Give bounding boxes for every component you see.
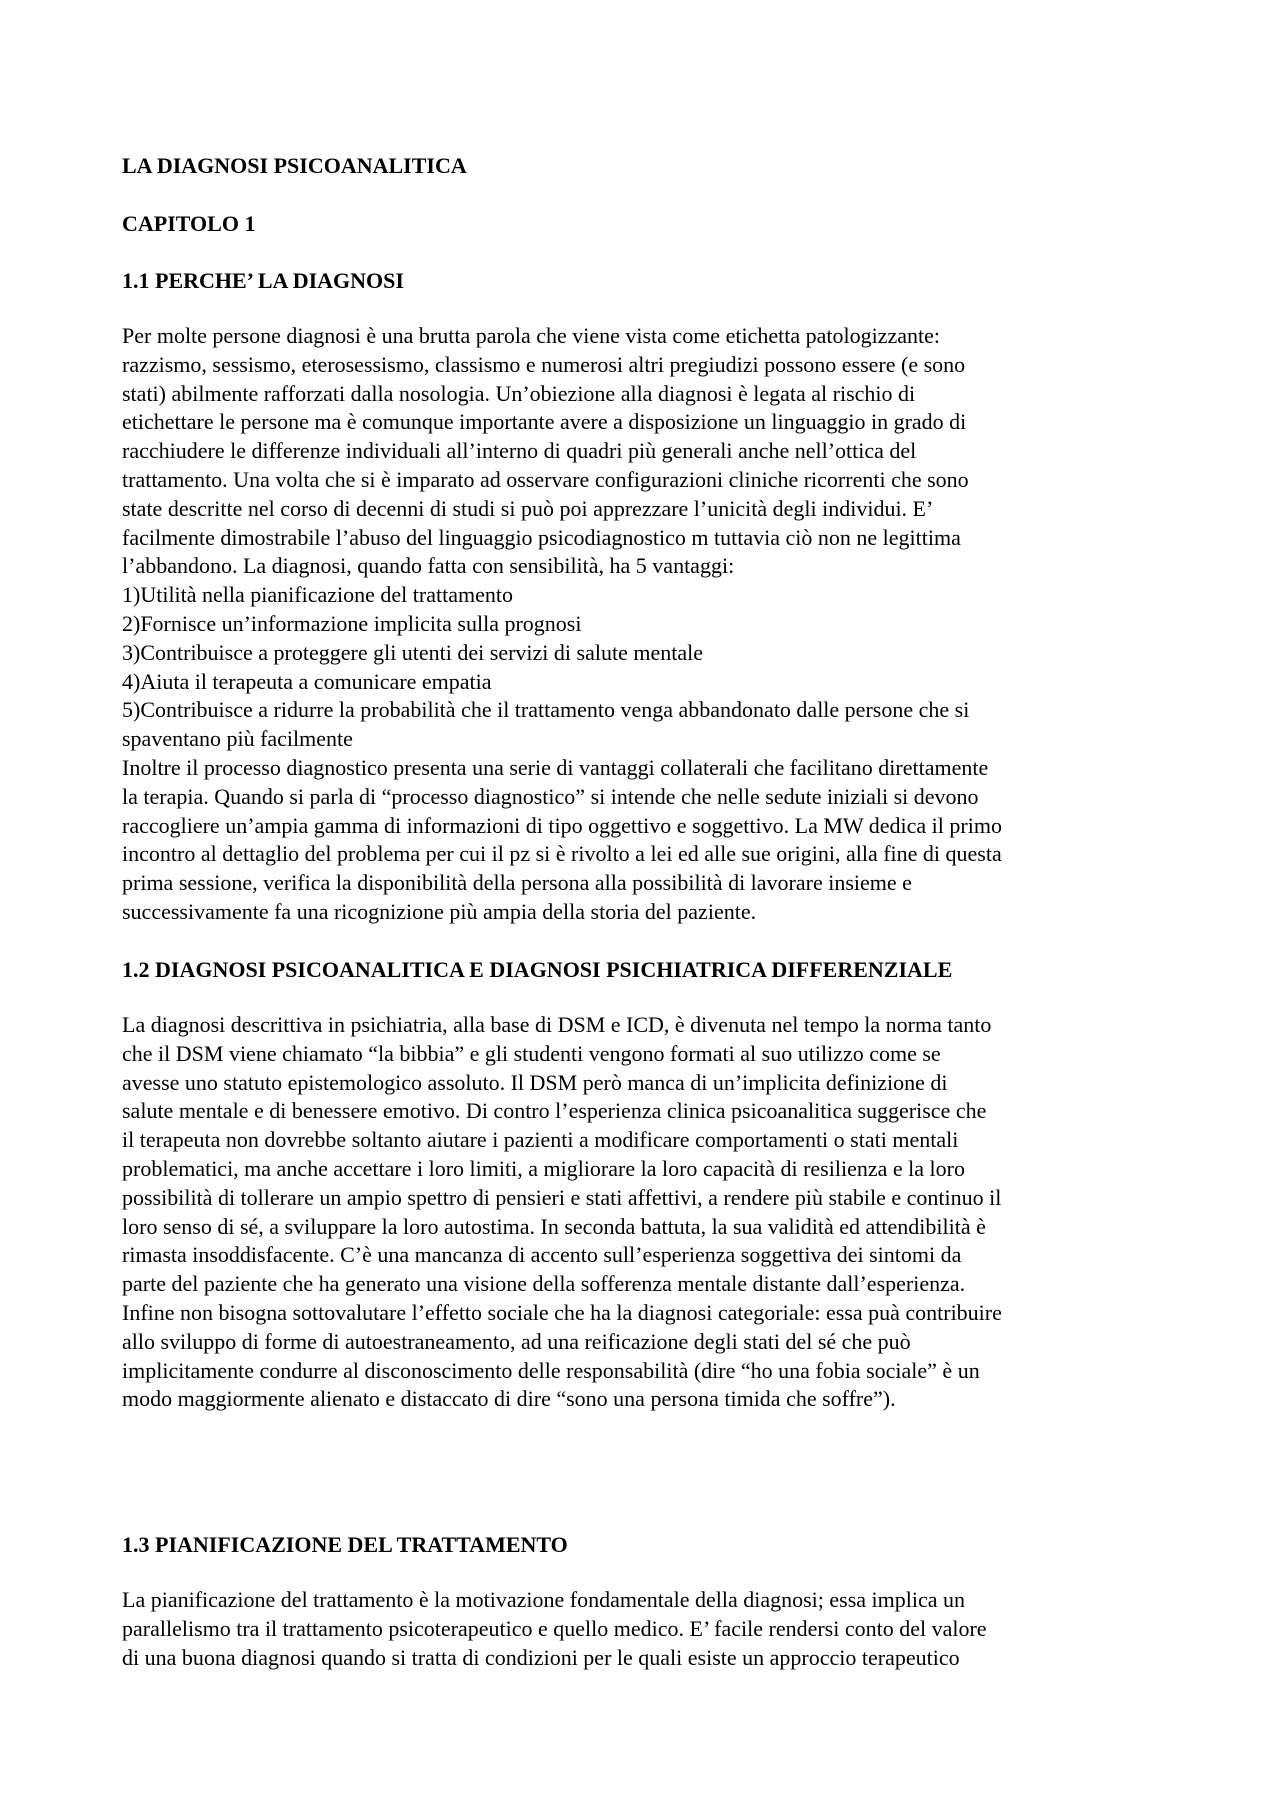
text-line: razzismo, sessismo, eterosessismo, classismo e numerosi altri pregiudizi possono essere (e sono xyxy=(122,351,966,377)
text-line: raccogliere un’ampia gamma di informazioni di tipo oggettivo e soggettivo. La MW dedica il primo xyxy=(122,812,1002,838)
section-heading: 1.3 PIANIFICAZIONE DEL TRATTAMENTO xyxy=(122,1532,568,1557)
text-line: parallelismo tra il trattamento psicoterapeutico e quello medico. E’ facile rendersi conto del valore xyxy=(122,1615,987,1641)
section-heading: 1.2 DIAGNOSI PSICOANALITICA E DIAGNOSI PSICHIATRICA DIFFERENZIALE xyxy=(122,957,953,982)
text-line: la terapia. Quando si parla di “processo diagnostico” si intende che nelle sedute iniziali si devono xyxy=(122,783,979,809)
text-line: 5)Contribuisce a ridurre la probabilità che il trattamento venga abbandonato dalle persone che si xyxy=(122,697,970,723)
text-line: Infine non bisogna sottovalutare l’effetto sociale che ha la diagnosi categoriale: essa puà contribuire xyxy=(122,1299,1002,1325)
text-line: incontro al dettaglio del problema per cui il pz si è rivolto a lei ed alle sue origini, alla fine di questa xyxy=(122,841,1002,867)
text-line: trattamento. Una volta che si è imparato ad osservare configurazioni cliniche ricorrenti che sono xyxy=(122,466,969,492)
text-line: La diagnosi descrittiva in psichiatria, alla base di DSM e ICD, è divenuta nel tempo la norma tanto xyxy=(122,1012,992,1037)
text-line: La pianificazione del trattamento è la motivazione fondamentale della diagnosi; essa implica un xyxy=(122,1587,966,1612)
text-line: state descritte nel corso di decenni di studi si può poi apprezzare l’unicità degli individui. E’ xyxy=(122,495,934,521)
text-line: 4)Aiuta il terapeuta a comunicare empatia xyxy=(122,668,492,694)
text-line: Inoltre il processo diagnostico presenta una serie di vantaggi collaterali che facilitano direttamente xyxy=(122,754,989,780)
section-paragraph xyxy=(122,1586,987,1672)
text-line: 3)Contribuisce a proteggere gli utenti dei servizi di salute mentale xyxy=(122,639,703,665)
text-line: spaventano più facilmente xyxy=(122,726,353,752)
text-line: prima sessione, verifica la disponibilità della persona alla possibilità di lavorare insieme e xyxy=(122,870,912,896)
text-line: etichettare le persone ma è comunque importante avere a disposizione un linguaggio in grado di xyxy=(122,409,967,435)
text-line: problematici, ma anche accettare i loro limiti, a migliorare la loro capacità di resilienza e la loro xyxy=(122,1155,965,1181)
section-paragraph xyxy=(122,1011,1002,1414)
text-line: facilmente dimostrabile l’abuso del linguaggio psicodiagnostico m tuttavia ciò non ne legittima xyxy=(122,524,961,550)
text-line: di una buona diagnosi quando si tratta di condizioni per le quali esiste un approccio terapeutico xyxy=(122,1644,960,1670)
section-heading: 1.1 PERCHE’ LA DIAGNOSI xyxy=(122,268,404,293)
section-paragraph xyxy=(122,322,1002,927)
text-line: 2)Fornisce un’informazione implicita sulla prognosi xyxy=(122,610,582,636)
text-line: possibilità di tollerare un ampio spettro di pensieri e stati affettivi, a rendere più stabile e continuo il xyxy=(122,1184,1002,1210)
chapter-heading: CAPITOLO 1 xyxy=(122,211,256,236)
text-line: rimasta insoddisfacente. C’è una mancanza di accento sull’esperienza soggettiva dei sintomi da xyxy=(122,1242,962,1268)
text-line: modo maggiormente alienato e distaccato di dire “sono una persona timida che soffre”). xyxy=(122,1386,896,1412)
text-line: salute mentale e di benessere emotivo. Di contro l’esperienza clinica psicoanalitica suggerisce che xyxy=(122,1098,987,1124)
text-line: il terapeuta non dovrebbe soltanto aiutare i pazienti a modificare comportamenti o stati mentali xyxy=(122,1127,959,1153)
text-line: che il DSM viene chiamato “la bibbia” e gli studenti vengono formati al suo utilizzo come se xyxy=(122,1040,941,1066)
text-line: racchiudere le differenze individuali all’interno di quadri più generali anche nell’ottica del xyxy=(122,438,917,464)
text-line: 1)Utilità nella pianificazione del trattamento xyxy=(122,582,513,608)
text-line: successivamente fa una ricognizione più ampia della storia del paziente. xyxy=(122,898,757,924)
text-line: avesse uno statuto epistemologico assoluto. Il DSM però manca di un’implicita definizione di xyxy=(122,1069,948,1095)
text-line: parte del paziente che ha generato una visione della sofferenza mentale distante dall’esperienza. xyxy=(122,1271,966,1297)
text-line: implicitamente condurre al disconoscimento delle responsabilità (dire “ho una fobia sociale” è un xyxy=(122,1357,980,1383)
text-line: Per molte persone diagnosi è una brutta parola che viene vista come etichetta patologizzante: xyxy=(122,323,940,348)
text-line: allo sviluppo di forme di autoestraneamento, ad una reificazione degli stati del sé che può xyxy=(122,1328,911,1354)
document-title: LA DIAGNOSI PSICOANALITICA xyxy=(122,153,467,178)
text-line: loro senso di sé, a sviluppare la loro autostima. In seconda battuta, la sua validità ed attendibilità è xyxy=(122,1213,986,1239)
text-line: l’abbandono. La diagnosi, quando fatta con sensibilità, ha 5 vantaggi: xyxy=(122,553,735,579)
text-line: stati) abilmente rafforzati dalla nosologia. Un’obiezione alla diagnosi è legata al rischio di xyxy=(122,380,916,406)
